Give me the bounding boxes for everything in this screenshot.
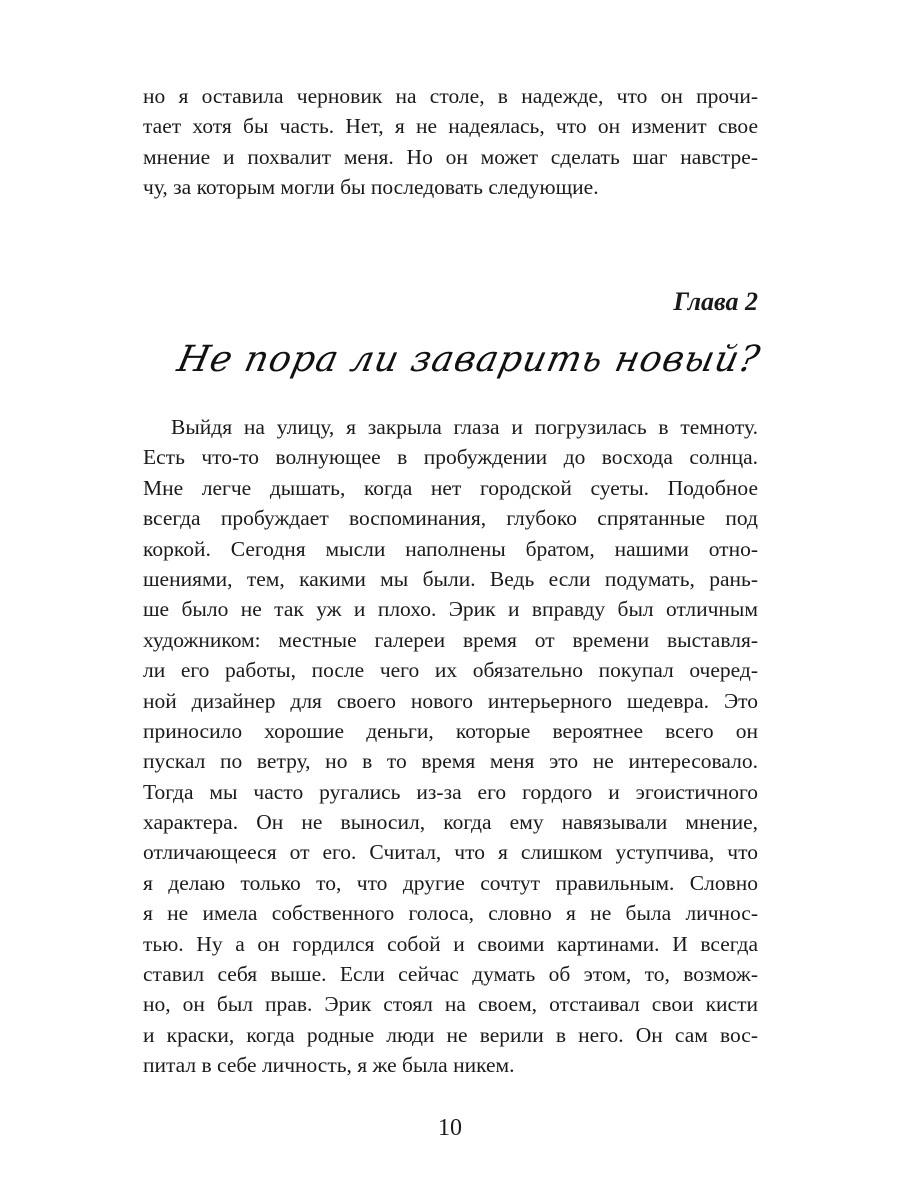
text-line: я не имела собственного голоса, словно я не была личнос- [143, 901, 758, 926]
chapter-label: Глава 2 [673, 287, 758, 316]
text-line: ше было не так уж и плохо. Эрик и вправду был отличным [143, 597, 758, 622]
page-number: 10 [438, 1115, 462, 1141]
text-line: художником: местные галереи время от времени выставля- [143, 627, 758, 652]
text-line: шениями, тем, какими мы были. Ведь если подумать, рань- [143, 566, 758, 591]
text-line: тью. Ну а он гордился собой и своими картинами. И всегда [143, 931, 758, 956]
text-line: коркой. Сегодня мысли наполнены братом, нашими отно- [143, 536, 758, 561]
text-line: ли его работы, после чего их обязательно покупал очеред- [143, 658, 758, 683]
text-line: характера. Он не выносил, когда ему навязывали мнение, [143, 810, 758, 835]
text-line: ной дизайнер для своего нового интерьерного шедевра. Это [143, 688, 758, 713]
text-line: отличающееся от его. Считал, что я слишком уступчива, что [143, 840, 758, 865]
text-line: чу, за которым могли бы последовать следующие. [143, 174, 599, 199]
text-line: пускал по ветру, но в то время меня это не интересовало. [143, 749, 758, 774]
text-line: мнение и похвалит меня. Но он может сделать шаг навстре- [143, 144, 758, 169]
text-line: Есть что-то волнующее в пробуждении до восхода солнца. [143, 445, 758, 470]
text-line: но, он был прав. Эрик стоял на своем, отстаивал свои кисти [143, 992, 758, 1017]
main-paragraph [143, 412, 758, 1081]
chapter-title: Не пора ли заварить новый? [174, 339, 765, 380]
text-line: и краски, когда родные люди не верили в него. Он сам вос- [143, 1022, 758, 1047]
text-line: Выйдя на улицу, я закрыла глаза и погрузилась в темноту. [171, 415, 758, 439]
text-line: питал в себе личность, я же была никем. [143, 1053, 515, 1078]
text-line: Мне легче дышать, когда нет городской суеты. Подобное [143, 475, 758, 500]
text-line: приносило хорошие деньги, которые вероятнее всего он [143, 718, 758, 743]
text-line: тает хотя бы часть. Нет, я не надеялась, что он изменит свое [143, 114, 758, 139]
top-paragraph [143, 81, 758, 202]
text-line: всегда пробуждает воспоминания, глубоко спрятанные под [143, 506, 758, 531]
text-line: Тогда мы часто ругались из-за его гордого и эгоистичного [143, 779, 758, 804]
text-line: ставил себя выше. Если сейчас думать об этом, то, возмож- [143, 962, 758, 987]
text-line: но я оставила черновик на столе, в надежде, что он прочи- [143, 84, 758, 108]
text-line: я делаю только то, что другие сочтут правильным. Словно [143, 870, 758, 895]
